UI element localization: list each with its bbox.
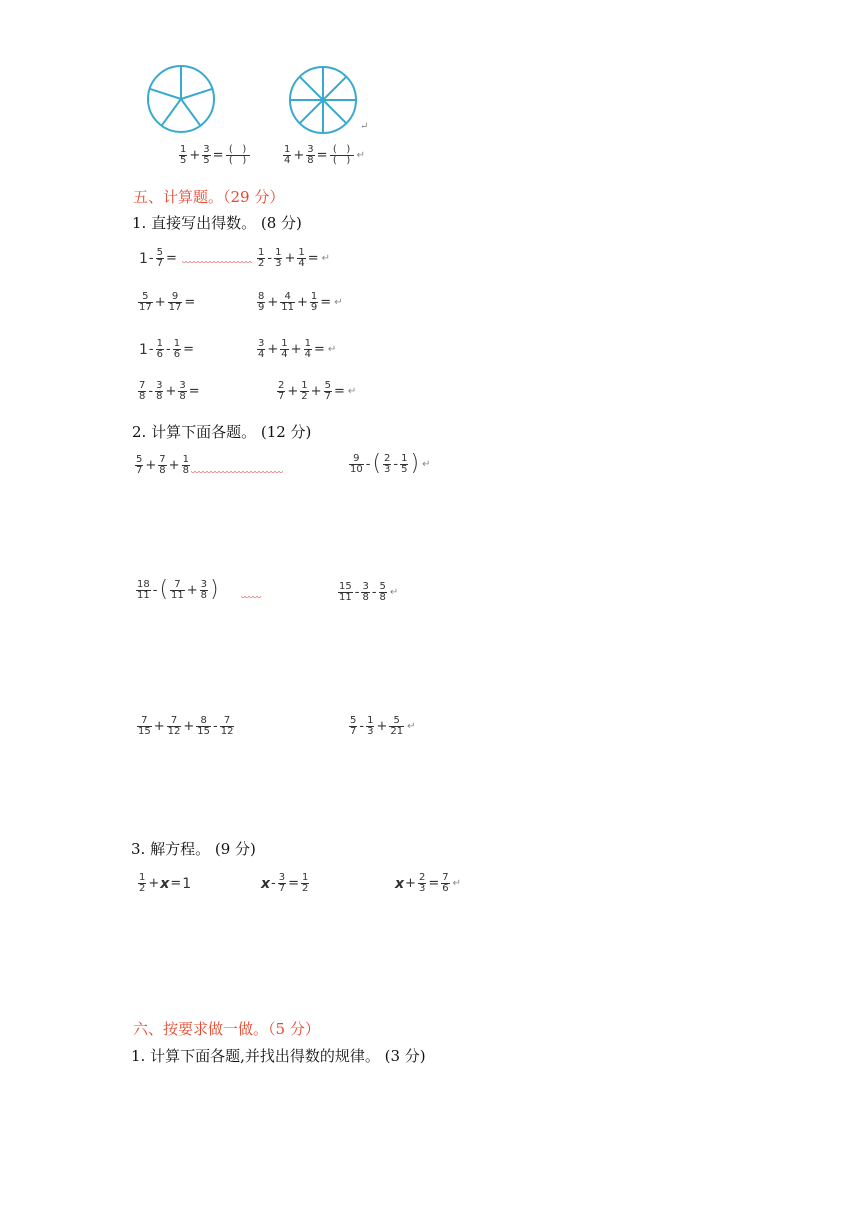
figure-equation-1: $\frac{1}{5}$ + $\frac{3}{5}$ = $\frac{( )}{( )}$: [178, 145, 251, 166]
q1-item-1: 1 - $\frac{5}{7}$ =: [139, 248, 252, 269]
q1-item-4: $\frac{8}{9}$ + $\frac{4}{11}$ + $\frac{1}{9}$ = ↵: [258, 291, 343, 313]
circle-spoke: [162, 99, 181, 126]
circle-spoke: [323, 77, 346, 100]
q2-expression-4: $\frac{15}{11}$ - $\frac{3}{8}$ - $\frac{5}{8}$ ↵: [339, 581, 399, 603]
return-mark: ↵: [360, 121, 369, 132]
q2-title: 2. 计算下面各题。 (12 分): [132, 423, 312, 441]
circle-spoke: [323, 100, 346, 123]
circle-spoke: [150, 89, 181, 99]
q2-expression-1: $\frac{5}{7}$ + $\frac{7}{8}$ + $\frac{1}{8}$: [134, 455, 283, 476]
q1-item-8: $\frac{2}{7}$ + $\frac{1}{2}$ + $\frac{5}{7}$ = ↵: [278, 380, 357, 402]
circle-spoke: [181, 89, 212, 99]
circle-spoke: [300, 77, 323, 100]
section-6-heading: 六、按要求做一做。（5 分）: [133, 1020, 320, 1038]
q2-expression-6: $\frac{5}{7}$ - $\frac{1}{3}$ + $\frac{5}{21}$ ↵: [350, 715, 416, 737]
circle-spoke: [300, 100, 323, 123]
section-5-heading: 五、计算题。（29 分）: [133, 188, 285, 206]
figure-equation-2: $\frac{1}{4}$ + $\frac{3}{8}$ = $\frac{( )}{( )}$ ↵: [284, 144, 365, 166]
spellcheck-underline: [191, 471, 283, 475]
circle-five-parts: [145, 63, 217, 135]
equation-2: x - $\frac{3}{7}$ = $\frac{1}{2}$: [261, 872, 309, 894]
q2-expression-5: $\frac{7}{15}$ + $\frac{7}{12}$ + $\frac{8}{15}$ - $\frac{7}{12}$: [138, 715, 234, 737]
equation-1: $\frac{1}{2}$ + x = 1: [139, 872, 192, 894]
answer-blank[interactable]: $\frac{( )}{( )}$: [330, 145, 354, 166]
equation-3: x + $\frac{2}{3}$ = $\frac{7}{6}$ ↵: [395, 872, 461, 894]
circle-spoke: [181, 99, 200, 126]
q2-expression-3: $\frac{18}{11}$ - ( $\frac{7}{11}$ + $\frac{3}{8}$ ): [137, 577, 219, 602]
q1-item-2: $\frac{1}{2}$ - $\frac{1}{3}$ + $\frac{1}{4}$ = ↵: [258, 247, 331, 269]
q1-item-3: $\frac{5}{17}$ + $\frac{9}{17}$ =: [139, 291, 196, 313]
spellcheck-underline: [182, 261, 252, 265]
q1-title: 1. 直接写出得数。 (8 分): [132, 214, 302, 232]
q6-1-title: 1. 计算下面各题,并找出得数的规律。 (3 分): [131, 1047, 426, 1065]
q1-item-5: 1 - $\frac{1}{6}$ - $\frac{1}{6}$ =: [139, 338, 194, 360]
q2-expression-2: $\frac{9}{10}$ - ( $\frac{2}{3}$ - $\frac{1}{5}$ ) ↵: [350, 451, 431, 476]
q1-item-6: $\frac{3}{4}$ + $\frac{1}{4}$ + $\frac{1}{4}$ = ↵: [258, 338, 337, 360]
spellcheck-underline: [241, 596, 261, 600]
answer-blank[interactable]: $\frac{( )}{( )}$: [226, 145, 250, 166]
q3-title: 3. 解方程。 (9 分): [131, 840, 256, 858]
q1-item-7: $\frac{7}{8}$ - $\frac{3}{8}$ + $\frac{3}{8}$ =: [139, 380, 200, 402]
circle-eight-parts: [287, 64, 359, 136]
